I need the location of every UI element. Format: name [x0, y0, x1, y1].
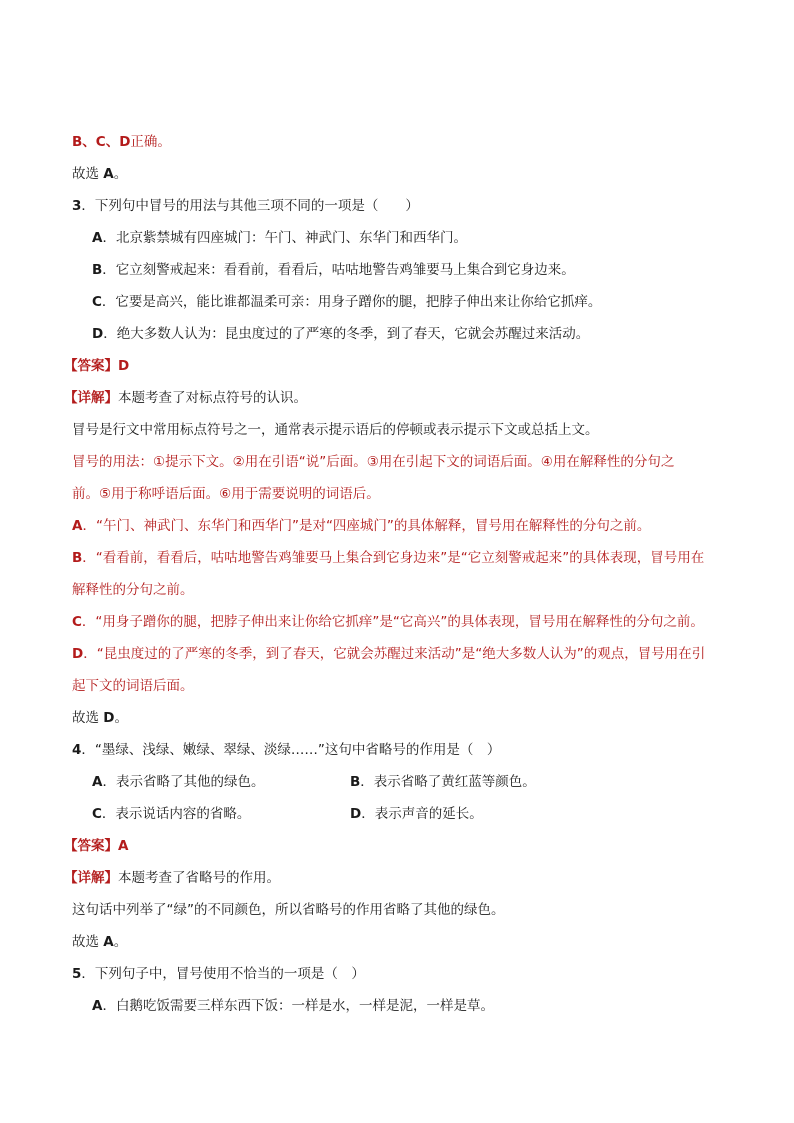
answer-letter: A [103, 934, 114, 950]
explanation-line: 解释性的分句之前。 [72, 582, 194, 598]
answer-letter: D [103, 710, 115, 726]
answer-letter: A [118, 838, 129, 854]
answer-3: 【答案】D [64, 358, 130, 374]
explanation-option-c: C．“用身子蹭你的腿，把脖子伸出来让你给它抓痒”是“它高兴”的具体表现，冒号用在解释性的分句之前。 [72, 614, 704, 630]
explanation-line: B、C、D正确。 [72, 134, 171, 150]
question-5-option-a: A．白鹅吃饭需要三样东西下饭：一样是水，一样是泥，一样是草。 [92, 998, 494, 1014]
explanation-option-b: B．“看看前，看看后，咕咕地警告鸡雏要马上集合到它身边来”是“它立刻警戒起来”的具体表现，冒号用在 [72, 550, 705, 566]
detail-4: 【详解】本题考查了省略号的作用。 [64, 870, 280, 886]
explanation-line: 起下文的词语后面。 [72, 678, 194, 694]
question-4-option-b: B．表示省略了黄红蓝等颜色。 [350, 774, 536, 790]
explanation-line: 冒号的用法：①提示下文。②用在引语“说”后面。③用在引起下文的词语后面。④用在解释性的分句之 [72, 454, 675, 470]
answer-choice-line: 故选 A。 [72, 934, 128, 950]
question-4-option-d: D．表示声音的延长。 [350, 806, 483, 822]
question-number: 3 [72, 198, 82, 214]
answer-letter: A [103, 166, 114, 182]
question-5: 5．下列句子中，冒号使用不恰当的一项是（ ） [72, 966, 365, 982]
answer-4: 【答案】A [64, 838, 129, 854]
detail-3: 【详解】本题考查了对标点符号的认识。 [64, 390, 307, 406]
answer-choice-line: 故选 D。 [72, 710, 129, 726]
question-number: 4 [72, 742, 82, 758]
question-number: 5 [72, 966, 82, 982]
explanation-line: 前。⑤用于称呼语后面。⑥用于需要说明的词语后。 [72, 486, 380, 502]
explanation-option-d: D．“昆虫度过的了严寒的冬季，到了春天，它就会苏醒过来活动”是“绝大多数人认为”的观点，冒号用在引 [72, 646, 706, 662]
explanation-line: 这句话中列举了“绿”的不同颜色，所以省略号的作用省略了其他的绿色。 [72, 902, 505, 918]
question-4-option-c: C．表示说话内容的省略。 [92, 806, 251, 822]
question-3-option-b: B．它立刻警戒起来：看看前，看看后，咕咕地警告鸡雏要马上集合到它身边来。 [92, 262, 575, 278]
question-3-option-a: A．北京紫禁城有四座城门：午门、神武门、东华门和西华门。 [92, 230, 467, 246]
question-4-option-a: A．表示省略了其他的绿色。 [92, 774, 265, 790]
explanation-line: 冒号是行文中常用标点符号之一，通常表示提示语后的停顿或表示提示下文或总括上文。 [72, 422, 599, 438]
question-3: 3．下列句中冒号的用法与其他三项不同的一项是（ ） [72, 198, 419, 214]
explanation-option-a: A．“午门、神武门、东华门和西华门”是对“四座城门”的具体解释，冒号用在解释性的分句之前。 [72, 518, 651, 534]
question-3-option-c: C．它要是高兴，能比谁都温柔可亲：用身子蹭你的腿，把脖子伸出来让你给它抓痒。 [92, 294, 602, 310]
option-letters: B、C、D [72, 134, 131, 150]
question-4: 4．“墨绿、浅绿、嫩绿、翠绿、淡绿……”这句中省略号的作用是（ ） [72, 742, 501, 758]
question-3-option-d: D．绝大多数人认为：昆虫度过的了严寒的冬季，到了春天，它就会苏醒过来活动。 [92, 326, 590, 342]
answer-choice-line: 故选 A。 [72, 166, 128, 182]
answer-letter: D [118, 358, 130, 374]
